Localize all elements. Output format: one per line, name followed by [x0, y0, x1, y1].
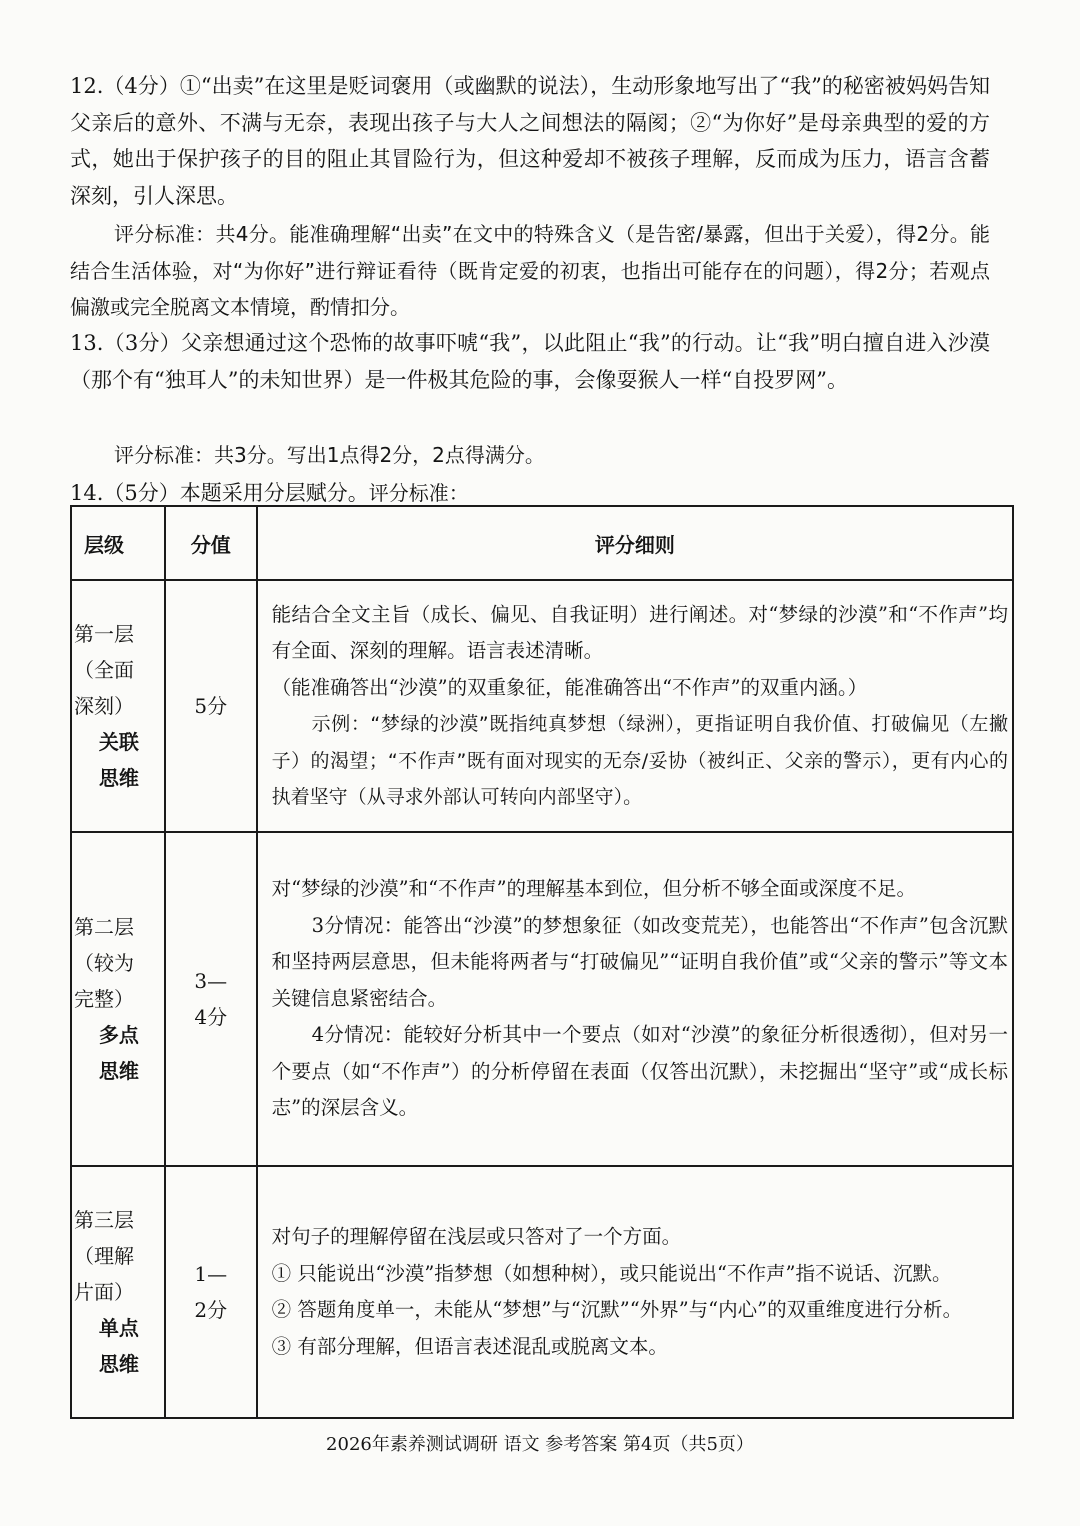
level-cell: [71, 1166, 165, 1418]
thinking-type: 关联: [98, 730, 139, 754]
level-desc: （理解: [74, 1244, 134, 1268]
header-level: 层级: [71, 506, 165, 580]
q13-criteria: 评分标准：共3分。写出1点得2分，2点得满分。: [114, 443, 545, 467]
detail-example: 示例：“梦绿的沙漠”既指纯真梦想（绿洲），更指证明自我价值、打破偏见（左撇子）的渴望；“不作声”既有面对现实的无奈/妥协（被纠正、父亲的警示），更有内心的执着坚守（从寻求外部认可转向内部坚守）。: [271, 713, 1008, 808]
thinking-type: 单点: [98, 1316, 139, 1340]
level-desc: 片面）: [74, 1280, 134, 1304]
level-name: 第二层: [74, 915, 134, 939]
detail-text: ③ 有部分理解，但语言表述混乱或脱离文本。: [271, 1334, 668, 1358]
level-desc: （较为: [74, 951, 134, 975]
q14-intro-criteria: 评分标准：: [368, 481, 469, 505]
thinking-type: 多点: [98, 1023, 139, 1047]
rubric-row-level-3: [71, 1166, 1013, 1418]
detail-text: 对“梦绿的沙漠”和“不作声”的理解基本到位，但分析不够全面或深度不足。: [271, 877, 917, 901]
thinking-type: 思维: [98, 1352, 139, 1376]
level-desc: 深刻）: [74, 694, 134, 718]
score-value: 2分: [194, 1298, 228, 1322]
detail-text: ② 答题角度单一，未能从“梦想”与“沉默”“外界”与“内心”的双重维度进行分析。: [271, 1298, 963, 1321]
level-desc: 完整）: [74, 987, 134, 1011]
score-value: 4分: [194, 1005, 228, 1029]
q12-criteria: 评分标准：共4分。能准确理解“出卖”在文中的特殊含义（是告密/暴露，但出于关爱），得2分。能结合生活体验，对“为你好”进行辩证看待（既肯定爱的初衷，也指出可能存在的问题），得2分；若观点偏激或完全脱离文本情境，酌情扣分。: [70, 222, 990, 319]
score-value: 1—: [194, 1262, 228, 1286]
q14-number: 14.: [70, 481, 104, 505]
detail-cell: [257, 1166, 1013, 1418]
rubric-row-level-1: [71, 580, 1013, 832]
q12-answer: 12.（4分）①“出卖”在这里是贬词褒用（或幽默的说法），生动形象地写出了“我”的秘密被妈妈告知父亲后的意外、不满与无奈，表现出孩子与大人之间想法的隔阂；②“为你好”是母亲典型的爱的方式，她出于保护孩子的目的阻止其冒险行为，但这种爱却不被孩子理解，反而成为压力，语言含蓄深刻，引人深思。: [70, 74, 990, 208]
level-desc: （全面: [74, 658, 134, 682]
detail-text: （能准确答出“沙漠”的双重象征，能准确答出“不作声”的双重内涵。）: [271, 675, 868, 699]
rubric-header-row: [71, 506, 1013, 580]
header-detail: 评分细则: [257, 506, 1013, 580]
q13-answer: 13.（3分）父亲想通过这个恐怖的故事吓唬“我”，以此阻止“我”的行动。让“我”明白擅自进入沙漠（那个有“独耳人”的未知世界）是一件极其危险的事，会像耍猴人一样“自投罗网”。: [70, 331, 990, 392]
detail-text: 3分情况：能答出“沙漠”的梦想象征（如改变荒芜），也能答出“不作声”包含沉默和坚持两层意思，但未能将两者与“打破偏见”“证明自我价值”或“父亲的警示”等文本关键信息紧密结合。: [271, 913, 1008, 1010]
header-score: 分值: [165, 506, 257, 580]
score-cell: [165, 580, 257, 832]
level-name: 第三层: [74, 1208, 134, 1232]
thinking-type: 思维: [98, 766, 139, 790]
rubric-table: [70, 505, 1014, 1419]
level-name: 第一层: [74, 622, 134, 646]
detail-cell: [257, 832, 1013, 1166]
thinking-type: 思维: [98, 1059, 139, 1083]
score-cell: [165, 1166, 257, 1418]
detail-text: 4分情况：能较好分析其中一个要点（如对“沙漠”的象征分析很透彻），但对另一个要点（如“不作声”）的分析停留在表面（仅答出沉默），未挖掘出“坚守”或“成长标志”的深层含义。: [271, 1023, 1008, 1120]
rubric-row-level-2: [71, 832, 1013, 1166]
level-cell: [71, 832, 165, 1166]
level-cell: [71, 580, 165, 832]
detail-text: 能结合全文主旨（成长、偏见、自我证明）进行阐述。对“梦绿的沙漠”和“不作声”均有全面、深刻的理解。语言表述清晰。: [271, 602, 1008, 662]
detail-text: 对句子的理解停留在浅层或只答对了一个方面。: [271, 1225, 682, 1248]
q14-intro-text: （5分）本题采用分层赋分。: [103, 481, 369, 505]
score-value: 3—: [194, 969, 228, 993]
page-footer: 2026年素养测试调研 语文 参考答案 第4页（共5页）: [326, 1434, 754, 1455]
score-cell: [165, 832, 257, 1166]
score-value: 5分: [194, 694, 228, 718]
detail-text: ① 只能说出“沙漠”指梦想（如想种树），或只能说出“不作声”指不说话、沉默。: [271, 1261, 952, 1285]
detail-cell: [257, 580, 1013, 832]
